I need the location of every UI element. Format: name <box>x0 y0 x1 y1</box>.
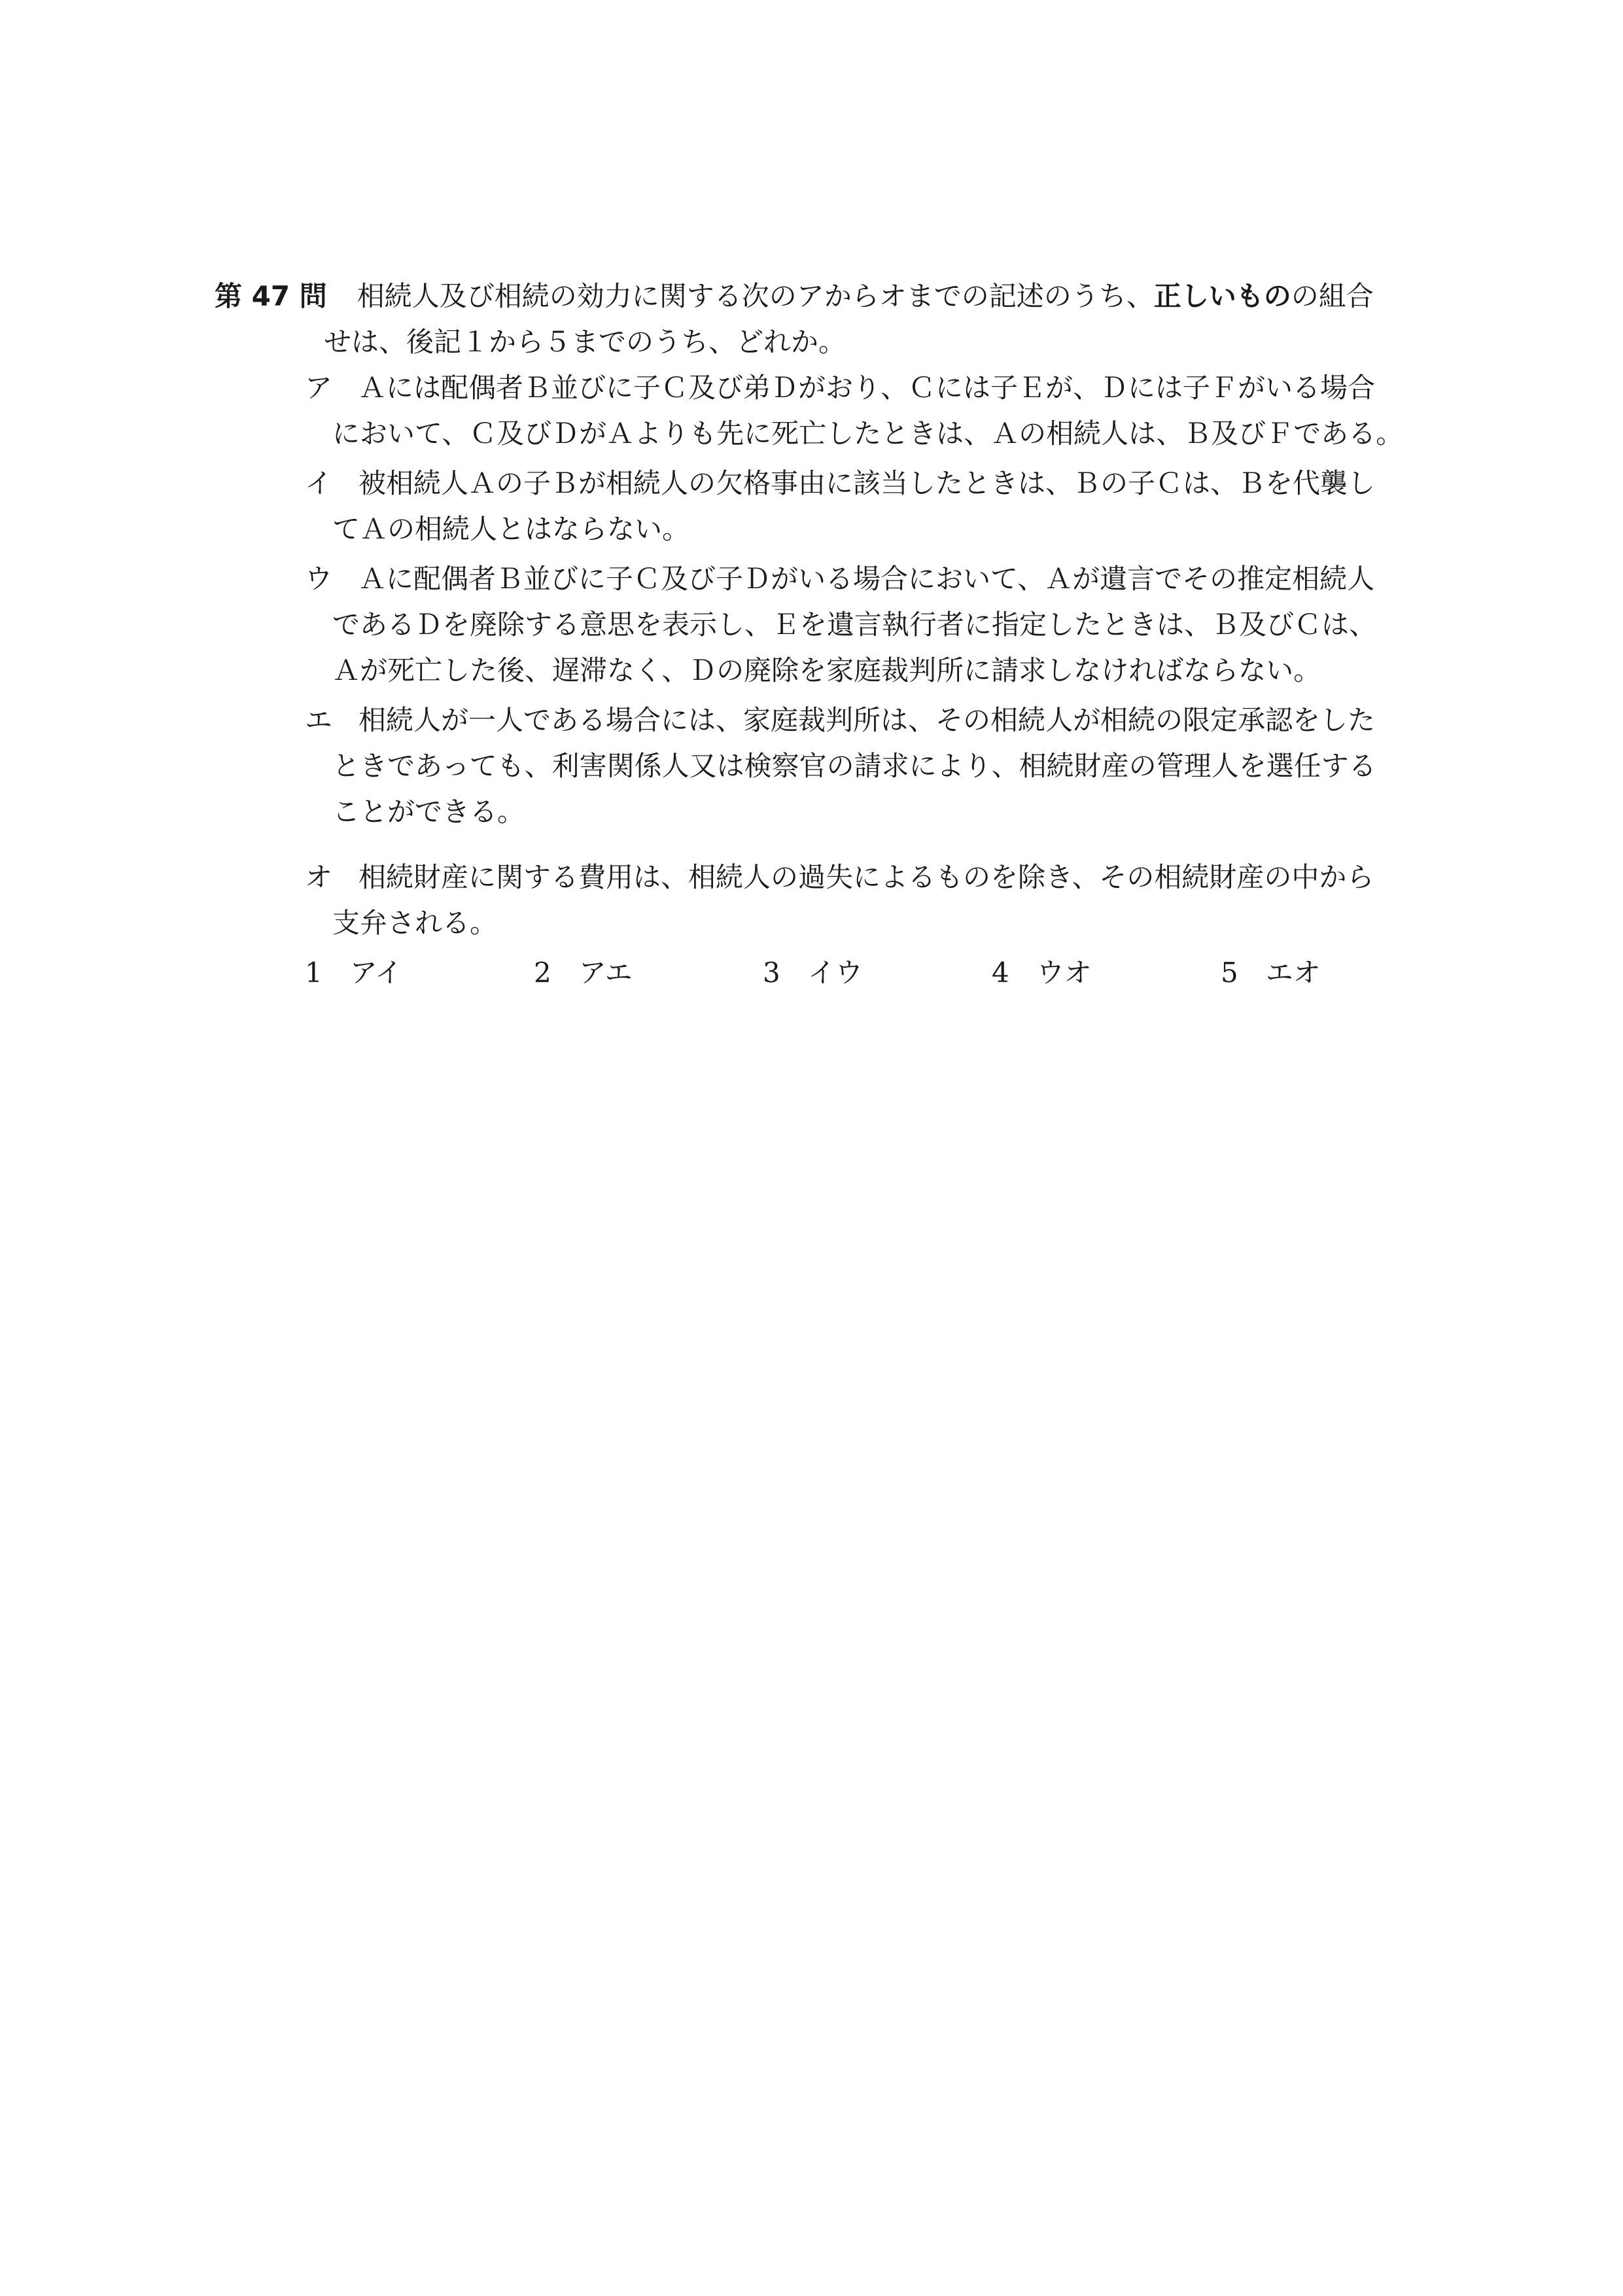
choice-number: 3 <box>763 957 780 989</box>
choice-3 <box>763 950 863 996</box>
statement-o <box>305 855 1417 946</box>
question-emphasis: 正しいもの <box>1153 280 1291 312</box>
statement-a <box>305 365 1417 457</box>
choice-5 <box>1221 950 1321 996</box>
statement-line: において、Ｃ及びＤがＡよりも先に死亡したときは、Ａの相続人は、Ｂ及びＦである。 <box>332 417 1404 450</box>
choice-2 <box>534 950 633 996</box>
statement-line: であるＤを廃除する意思を表示し、Ｅを遺言執行者に指定したときは、Ｂ及びＣは、 <box>332 609 1377 641</box>
choice-number: 1 <box>305 957 323 989</box>
statement-line: 相続人が一人である場合には、家庭裁判所は、その相続人が相続の限定承認をした <box>358 704 1376 736</box>
statement-line: 被相続人Ａの子Ｂが相続人の欠格事由に該当したときは、Ｂの子Ｃは、Ｂを代襲し <box>358 467 1376 499</box>
question-text-before: 相続人及び相続の効力に関する次のアからオまでの記述のうち、 <box>357 280 1154 312</box>
statement-line: 支弁される。 <box>332 907 498 939</box>
statement-line: Ａに配偶者Ｂ並びに子Ｃ及び子Ｄがいる場合において、Ａが遺言でその推定相続人 <box>358 563 1375 595</box>
question-number: 第 47 問 <box>215 280 327 312</box>
statement-u <box>305 556 1417 694</box>
question-header <box>215 274 1425 319</box>
choice-number: 4 <box>992 957 1009 989</box>
statement-i <box>305 461 1417 552</box>
statement-line: Ａが死亡した後、遅滞なく、Ｄの廃除を家庭裁判所に請求しなければならない。 <box>332 654 1321 686</box>
statement-line: ことができる。 <box>332 796 525 828</box>
choice-number: 2 <box>534 957 551 989</box>
choice-value: ウオ <box>1036 957 1092 989</box>
question-continuation: せは、後記１から５までのうち、どれか。 <box>324 326 846 358</box>
statement-e <box>305 698 1417 835</box>
choice-value: アエ <box>578 957 633 989</box>
question-text-after: の組合 <box>1291 280 1374 312</box>
statement-label: オ <box>305 861 333 893</box>
statement-line: Ａには配偶者Ｂ並びに子Ｃ及び弟Ｄがおり、Ｃには子Ｅが、Ｄには子Ｆがいる場合 <box>358 372 1376 404</box>
statement-label: エ <box>305 704 333 736</box>
choice-1 <box>305 950 402 996</box>
statement-label: ウ <box>305 563 333 595</box>
statement-line: ときであっても、利害関係人又は検察官の請求により、相続財産の管理人を選任する <box>332 750 1376 782</box>
choice-value: エオ <box>1265 957 1321 989</box>
choice-number: 5 <box>1221 957 1238 989</box>
statement-line: 相続財産に関する費用は、相続人の過失によるものを除き、その相続財産の中から <box>358 861 1374 893</box>
choice-4 <box>992 950 1092 996</box>
choice-value: アイ <box>349 957 402 989</box>
statement-label: イ <box>305 467 333 499</box>
choice-value: イウ <box>807 957 863 989</box>
statement-line: てＡの相続人とはならない。 <box>332 513 690 545</box>
statement-label: ア <box>305 372 333 404</box>
